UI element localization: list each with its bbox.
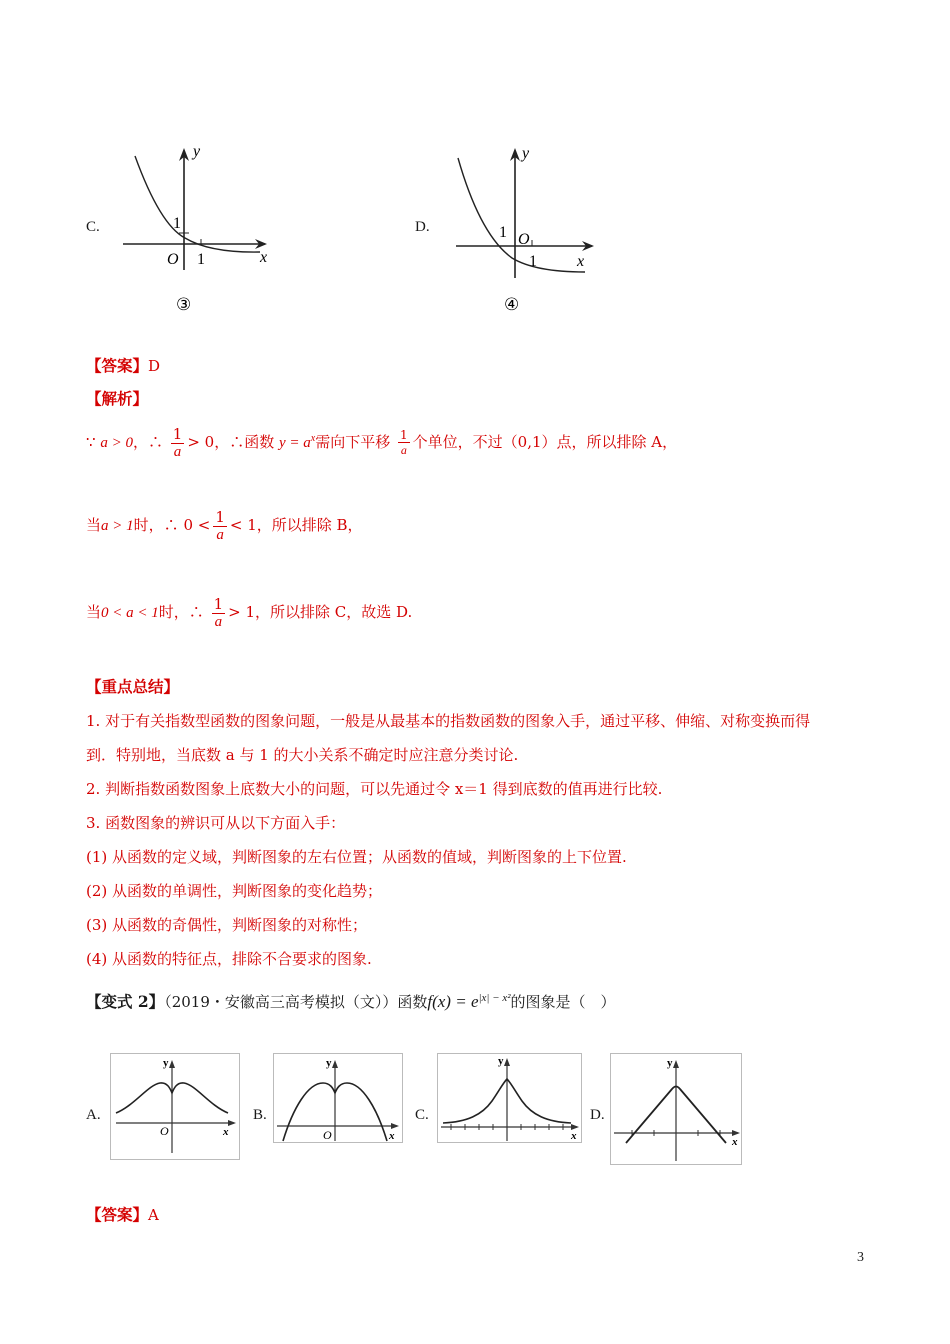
summary-item: (3) 从函数的奇偶性，判断图象的对称性； <box>86 916 368 934</box>
comma: ， <box>132 433 148 451</box>
graph-d-caption: ④ <box>504 295 520 314</box>
choice-d-label: D. <box>590 1107 605 1123</box>
graph-c-one-x: 1 <box>197 251 205 268</box>
graph-b <box>273 1053 403 1143</box>
analysis-line-1: ∵ a > 0，∴ $\frac{1}{a}$ > 0，∴函数 $y = a^x$需向下平移 $\frac{1}{a}$ 个单位，不过（0,1）点，所以排除 A， <box>86 425 678 460</box>
graph-d <box>450 140 600 320</box>
analysis-head: 【解析】 <box>86 389 149 408</box>
variant-source: （2019・安徽高三高考模拟（文））函数 <box>164 993 428 1011</box>
summary-item: (2) 从函数的单调性，判断图象的变化趋势； <box>86 882 383 900</box>
because-symbol: ∵ <box>86 433 96 451</box>
function-y: y = a <box>279 435 311 451</box>
fraction-one-over-a-2: $\frac{1}{a}$ <box>215 508 225 543</box>
answer-1-head: 【答案】 <box>86 356 149 375</box>
page-number: 3 <box>857 1250 864 1265</box>
graph-d-bottom-x: x <box>732 1136 738 1148</box>
graph-b-y: y <box>326 1057 332 1069</box>
graph-a <box>110 1053 240 1160</box>
summary-item: (4) 从函数的特征点，排除不合要求的图象. <box>86 950 372 968</box>
answer-2-head: 【答案】 <box>86 1205 149 1224</box>
answer-1-value: D <box>148 357 161 375</box>
condition-a-between: 0 < a < 1 <box>101 605 159 621</box>
graph-c-one-y: 1 <box>173 215 181 232</box>
variant-head: 【变式 2】 <box>86 992 165 1011</box>
graph-c-bottom-x: x <box>571 1130 577 1142</box>
summary-item: 2. 判断指数函数图象上底数大小的问题，可以先通过令 x＝1 得到底数的值再进行比较. <box>86 780 663 798</box>
choice-b-label: B. <box>253 1107 267 1123</box>
option-c-label: C. <box>86 219 100 235</box>
summary-item: 3. 函数图象的辨识可从以下方面入手： <box>86 814 346 832</box>
fraction-one-over-a: $\frac{1}{a}$ <box>172 425 183 460</box>
variant-question <box>86 990 616 1012</box>
graph-c-caption: ③ <box>176 295 192 314</box>
graph-d-one-x: 1 <box>529 253 537 270</box>
choice-a-label: A. <box>86 1107 101 1123</box>
variant-tail: 的图象是（ ） <box>510 993 616 1011</box>
summary-head: 【重点总结】 <box>86 677 180 696</box>
condition-a-gt-1: a > 1 <box>101 518 134 534</box>
graph-c-y-label: y <box>193 143 201 160</box>
graph-d-origin: O <box>518 231 530 248</box>
graph-c-bottom-y: y <box>498 1055 504 1067</box>
graph-b-x: x <box>389 1130 395 1142</box>
answer-1 <box>86 354 160 376</box>
graph-c <box>115 140 275 320</box>
summary-item: (1) 从函数的定义域，判断图象的左右位置；从函数的值域，判断图象的上下位置. <box>86 848 627 866</box>
graph-a-x: x <box>223 1126 229 1138</box>
fraction-shift: $\frac{1}{a}$ <box>400 428 408 457</box>
fraction-one-over-a-3: $\frac{1}{a}$ <box>213 595 224 630</box>
summary-list <box>86 704 876 976</box>
choice-c-label: C. <box>415 1107 429 1123</box>
graph-c-bottom <box>437 1053 582 1143</box>
summary-item: 到．特别地，当底数 a 与 1 的大小关系不确定时应注意分类讨论. <box>86 746 519 764</box>
graph-c-x-label: x <box>260 249 268 266</box>
graph-d-bottom <box>610 1053 742 1165</box>
answer-2-value: A <box>148 1206 159 1224</box>
analysis-line-3: 当0 < a < 1时，∴ $\frac{1}{a}$ > 1，所以排除 C，故选 D. <box>86 595 413 630</box>
graph-d-one-y: 1 <box>499 224 507 241</box>
graph-d-x-label: x <box>577 253 585 270</box>
variant-exponent: |x| − x² <box>478 992 511 1004</box>
summary-item: 1. 对于有关指数型函数的图象问题，一般是从最基本的指数函数的图象入手，通过平移、伸缩、对称变换而得 <box>86 712 811 730</box>
graph-c-origin: O <box>167 251 179 268</box>
therefore-symbol: ∴ <box>147 433 163 451</box>
option-d-label: D. <box>415 219 430 235</box>
graph-b-origin: O <box>323 1128 332 1142</box>
analysis-line-2: 当a > 1时，∴ 0 < $\frac{1}{a}$ < 1，所以排除 B， <box>86 508 363 543</box>
graph-a-origin: O <box>160 1124 169 1138</box>
variant-function: f(x) = e <box>427 992 479 1011</box>
graph-d-bottom-y: y <box>667 1057 673 1069</box>
graph-a-y: y <box>163 1057 169 1069</box>
gt-zero: > 0 <box>187 433 215 451</box>
graph-d-y-label: y <box>522 145 530 162</box>
answer-2 <box>86 1203 159 1225</box>
condition-a-positive: a > 0 <box>100 435 133 451</box>
